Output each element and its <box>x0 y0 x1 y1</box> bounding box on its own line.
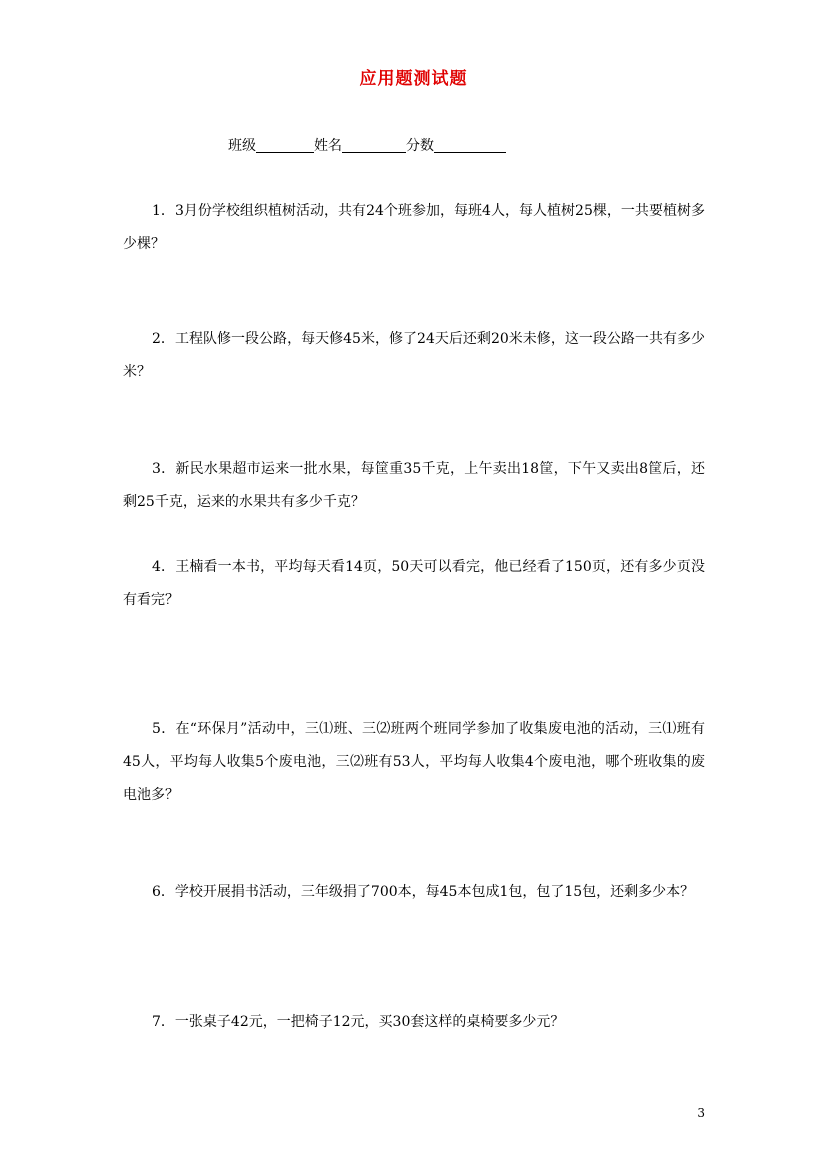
score-label: 分数 <box>406 138 434 154</box>
document-title: 应用题测试题 <box>359 69 468 89</box>
page-number: 3 <box>697 1106 705 1120</box>
question-7: 7．一张桌子42元，一把椅子12元，买30套这样的桌椅要多少元？ <box>152 1014 565 1030</box>
question-5: 5．在“环保月”活动中，三⑴班、三⑵班两个班同学参加了收集废电池的活动，三⑴班有45人，平均每人收集5个废电池，三⑵班有53人，平均每人收集4个废电池，哪个班收集的废电池多？ <box>123 721 705 803</box>
score-blank <box>434 138 506 153</box>
question-1: 1．3月份学校组织植树活动，共有24个班参加，每班4人，每人植树25棵，一共要植树多少棵？ <box>123 203 705 252</box>
question-2: 2．工程队修一段公路，每天修45米，修了24天后还剩20米未修，这一段公路一共有多少米？ <box>123 331 705 380</box>
name-label: 姓名 <box>314 138 342 154</box>
class-blank <box>256 138 314 153</box>
question-3: 3．新民水果超市运来一批水果，每筐重35千克，上午卖出18筐，下午又卖出8筐后，还剩25千克，运来的水果共有多少千克？ <box>123 461 705 510</box>
student-info-line <box>228 135 506 155</box>
question-4: 4．王楠看一本书，平均每天看14页，50天可以看完，他已经看了150页，还有多少页没有看完？ <box>123 559 705 608</box>
question-6: 6．学校开展捐书活动，三年级捐了700本，每45本包成1包，包了15包，还剩多少本？ <box>152 884 695 900</box>
class-label: 班级 <box>228 138 256 154</box>
name-blank <box>342 138 406 153</box>
